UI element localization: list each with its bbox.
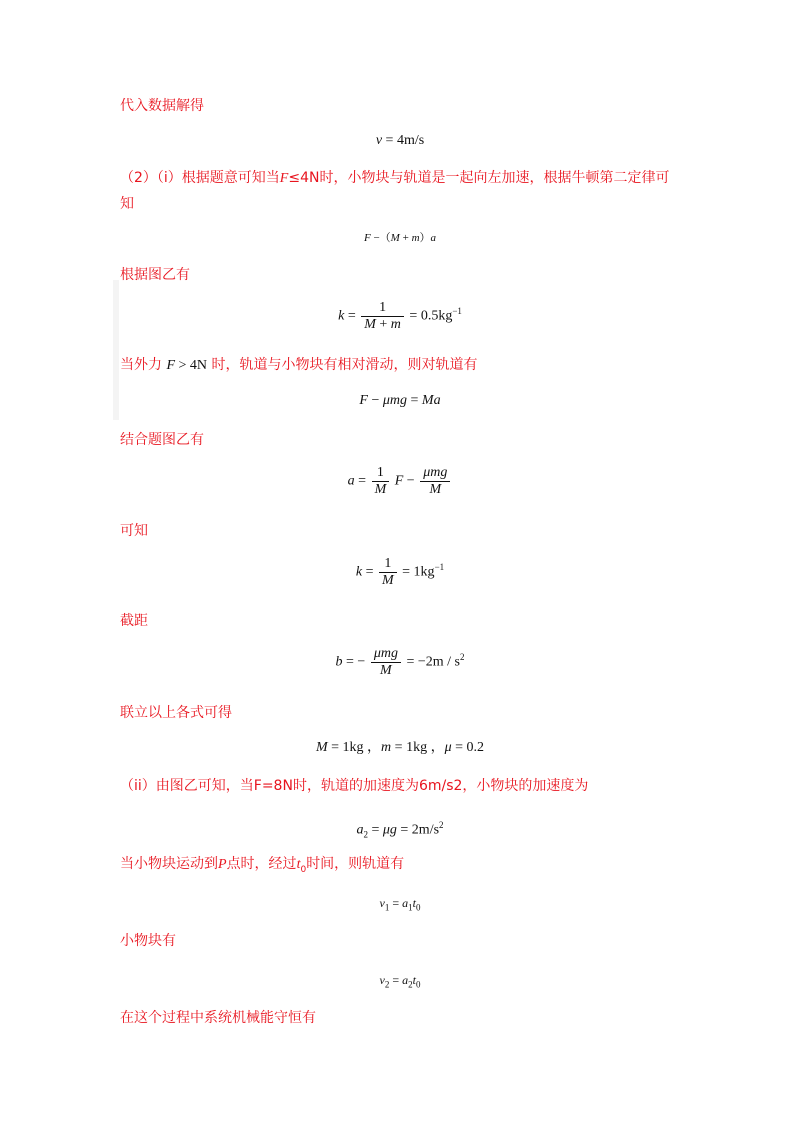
text-span: 当外力 <box>120 357 162 373</box>
equation-v1: $v_1 = a_1t_0$ <box>379 896 421 913</box>
text-line: 代入数据解得 <box>120 98 204 114</box>
fraction: $\frac{1}{M}$ <box>372 465 390 498</box>
equation-a2: $a_2 = \mu g = 2m/s^2$ <box>356 820 444 840</box>
fraction: $\frac{\text{μmg}}{M}$ <box>420 465 450 498</box>
text-line: 可知 <box>120 523 148 539</box>
text-span: 当小物块运动到 <box>120 856 218 872</box>
text-line: 联立以上各式可得 <box>120 705 232 721</box>
text-line: 截距 <box>120 613 148 629</box>
equation-k2: k = $\frac{1}{M}$ = $1kg^{-1}$ <box>355 556 445 588</box>
fraction: $\frac{\text{μmg}}{M}$ <box>371 646 401 679</box>
equation-a: a = $\frac{1}{M}$ F − $\frac{\text{μmg}}{M}$ <box>0 465 800 498</box>
text-span: （2）（i）根据题意可知当 <box>120 170 280 186</box>
text-span: 点时，经过 <box>226 856 297 872</box>
text-line: 小物块有 <box>120 933 176 949</box>
text-line: 结合题图乙有 <box>120 432 204 448</box>
text-line: （2）（i）根据题意可知当F≤4N时，小物块与轨道是一起向左加速，根据牛顿第二定律可 <box>120 170 670 186</box>
text-span: 时间，则轨道有 <box>306 856 405 872</box>
equation-k1: k = $\frac{1}{M + m}$ = $0.5kg^{-1}$ <box>338 300 462 332</box>
fraction: $\frac{1}{M}$ <box>379 556 397 589</box>
fraction: $\frac{1}{M + m}$ <box>361 300 404 333</box>
text-span: 时，轨道与小物块有相对滑动，则对轨道有 <box>211 357 478 373</box>
equation-v2: $v_2 = a_2t_0$ <box>379 973 421 990</box>
equation-track: F − μmg = Ma <box>359 393 441 408</box>
text-line: 在这个过程中系统机械能守恒有 <box>120 1010 316 1026</box>
text-line: 根据图乙有 <box>120 267 190 283</box>
text-line: 当外力 F > 4N 时，轨道与小物块有相对滑动，则对轨道有 <box>120 357 478 373</box>
equation-results: M = 1kg ，m = 1kg ，μ = 0.2 <box>315 740 485 755</box>
equation-newton: F −（M + m）a <box>363 232 437 244</box>
text-line: 当小物块运动到P点时，经过$t_0$时间，则轨道有 <box>120 856 405 875</box>
equation-b: b = − $\frac{\text{μmg}}{M}$ = $-2m / s^2$ <box>335 646 465 678</box>
equation-v: v = 4m/s <box>375 133 425 148</box>
text-line: 知 <box>120 196 134 212</box>
text-span: ≤4N时，小物块与轨道是一起向左加速，根据牛顿第二定律可 <box>288 170 670 186</box>
text-line: （ii）由图乙可知，当F=8N时，轨道的加速度为6m/s2，小物块的加速度为 <box>120 778 589 794</box>
